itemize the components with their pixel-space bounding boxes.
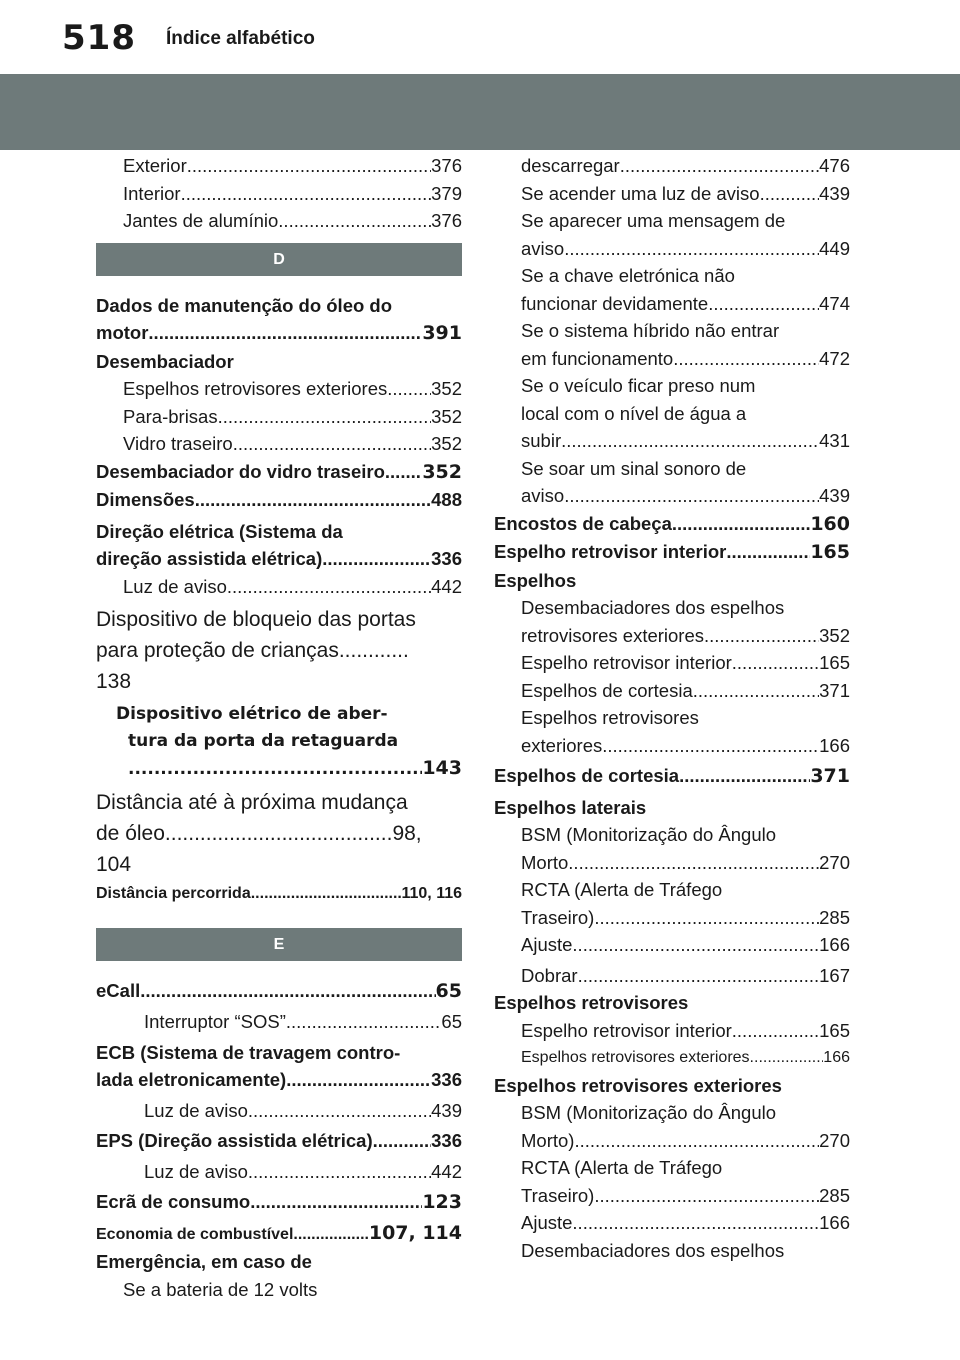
index-entry[interactable]: Dimensões ..... 488 (96, 486, 462, 514)
index-entry-line: Direção elétrica (Sistema da (96, 520, 343, 542)
index-entry[interactable]: Traseiro) ..... 285 (494, 1182, 850, 1210)
left-column (96, 152, 462, 1303)
index-entry-line: BSM (Monitorização do Ângulo (521, 1102, 777, 1123)
index-entry-line: Distância até à próxima mudança (96, 791, 408, 814)
index-entry-line: tura da porta da retaguarda (128, 731, 399, 751)
index-heading: Espelhos laterais (494, 796, 647, 818)
index-entry-line: Se o veículo ficar preso num (521, 375, 756, 396)
section-header-e: E (96, 928, 462, 961)
index-entry-line: Espelhos retrovisores (521, 707, 699, 728)
index-entry[interactable]: Espelho retrovisor interior ..... 165 (494, 1017, 850, 1045)
index-entry[interactable]: Morto ..... 270 (494, 849, 850, 877)
index-entry-line: local com o nível de água a (521, 402, 747, 424)
index-entry[interactable]: Morto) ..... 270 (494, 1127, 850, 1155)
index-entry[interactable]: Se acender uma luz de aviso ..... 439 (494, 180, 850, 208)
page-title: Índice alfabético (166, 28, 315, 49)
index-entry-line: de óleo.......................................98, (96, 822, 422, 845)
index-entry-page[interactable]: 104 (96, 853, 132, 876)
index-entry[interactable]: direção assistida elétrica) ..... 336 (96, 545, 462, 573)
index-entry[interactable]: Ajuste ..... 166 (494, 931, 850, 959)
index-entry[interactable]: Luz de aviso ..... 439 (96, 1097, 462, 1125)
index-entry-line: BSM (Monitorização do Ângulo (521, 824, 777, 845)
index-entry-line: ECB (Sistema de travagem contro- (96, 1041, 401, 1063)
index-entry-line: Se soar um sinal sonoro de (521, 457, 747, 479)
index-entry[interactable]: EPS (Direção assistida elétrica) ..... 336 (96, 1127, 462, 1155)
index-entry-line: Se aparecer uma mensagem de (521, 210, 786, 231)
index-entry[interactable]: Para-brisas ..... 352 (96, 403, 462, 431)
index-entry[interactable]: descarregar ..... 476 (494, 152, 850, 180)
index-entry-line: Desembaciadores dos espelhos (521, 1239, 785, 1261)
index-entry[interactable]: Espelhos retrovisores exteriores ..... 352 (96, 375, 462, 403)
index-entry[interactable]: Desembaciador do vidro traseiro ..... 352 (96, 458, 462, 487)
index-entry-line: Se a bateria de 12 volts (123, 1278, 318, 1300)
right-column (494, 152, 850, 1264)
index-entry[interactable]: exteriores ..... 166 (494, 732, 850, 760)
section-header-d: D (96, 243, 462, 276)
index-heading: Desembaciador (96, 350, 234, 372)
index-entry-line: Desembaciadores dos espelhos (521, 597, 785, 618)
page-header (0, 0, 960, 74)
index-entry[interactable]: Luz de aviso ..... 442 (96, 573, 462, 601)
index-entry[interactable]: Economia de combustível ..... 107, 114 (96, 1220, 462, 1249)
index-entry[interactable]: Interruptor “SOS” ..... 65 (96, 1008, 462, 1036)
index-entry[interactable]: motor ..... 391 (96, 319, 462, 348)
index-entry[interactable]: Espelhos retrovisores exteriores ..... 166 (494, 1044, 850, 1072)
index-entry[interactable]: Ajuste ..... 166 (494, 1209, 850, 1237)
index-entry[interactable]: em funcionamento ..... 472 (494, 345, 850, 373)
index-entry[interactable]: retrovisores exteriores ..... 352 (494, 622, 850, 650)
index-entry[interactable]: Espelhos de cortesia ..... 371 (494, 677, 850, 705)
index-entry[interactable]: Traseiro) ..... 285 (494, 904, 850, 932)
index-entry[interactable]: eCall ..... 65 (96, 977, 462, 1006)
index-entry-page[interactable]: 138 (96, 670, 132, 693)
index-heading: Espelhos retrovisores exteriores (494, 1074, 782, 1096)
index-entry[interactable]: Ecrã de consumo ..... 123 (96, 1188, 462, 1217)
index-entry[interactable]: Espelho retrovisor interior ..... 165 (494, 649, 850, 677)
index-entry-line: Se o sistema híbrido não entrar (521, 320, 780, 341)
index-entry-line: Dispositivo de bloqueio das portas (96, 608, 416, 631)
index-entry-line: Dispositivo elétrico de aber- (116, 704, 388, 724)
header-band (0, 74, 960, 150)
index-entry[interactable]: aviso ..... 449 (494, 235, 850, 263)
page-number: 518 (62, 18, 136, 58)
index-entry[interactable]: Espelho retrovisor interior ..... 165 (494, 538, 850, 567)
index-entry-line: RCTA (Alerta de Tráfego (521, 1157, 723, 1178)
index-entry[interactable]: Exterior ..... 376 (96, 152, 462, 180)
index-heading: Espelhos (494, 569, 577, 591)
index-entry[interactable]: Distância percorrida ..... 110, 116 (96, 880, 462, 908)
index-entry[interactable]: lada eletronicamente) ..... 336 (96, 1066, 462, 1094)
index-entry-line: RCTA (Alerta de Tráfego (521, 879, 723, 900)
index-entry[interactable]: Luz de aviso ..... 442 (96, 1158, 462, 1186)
index-heading: Espelhos retrovisores (494, 992, 689, 1013)
index-entry[interactable]: Espelhos de cortesia ..... 371 (494, 762, 850, 791)
index-entry[interactable]: Encostos de cabeça ..... 160 (494, 510, 850, 539)
index-entry[interactable]: Jantes de alumínio ..... 376 (96, 207, 462, 235)
index-entry-line: Dados de manutenção do óleo do (96, 294, 393, 316)
index-entry[interactable]: funcionar devidamente ..... 474 (494, 290, 850, 318)
index-entry[interactable]: ..... 143 (96, 755, 462, 783)
index-entry[interactable]: Dobrar ..... 167 (494, 962, 850, 990)
index-entry-line: Se a chave eletrónica não (521, 265, 735, 286)
index-entry[interactable]: Vidro traseiro ..... 352 (96, 430, 462, 458)
index-entry[interactable]: aviso ..... 439 (494, 482, 850, 510)
index-heading: Emergência, em caso de (96, 1251, 312, 1272)
index-entry-line: para proteção de crianças............ (96, 639, 409, 662)
index-entry[interactable]: Interior ..... 379 (96, 180, 462, 208)
index-entry[interactable]: subir ..... 431 (494, 427, 850, 455)
